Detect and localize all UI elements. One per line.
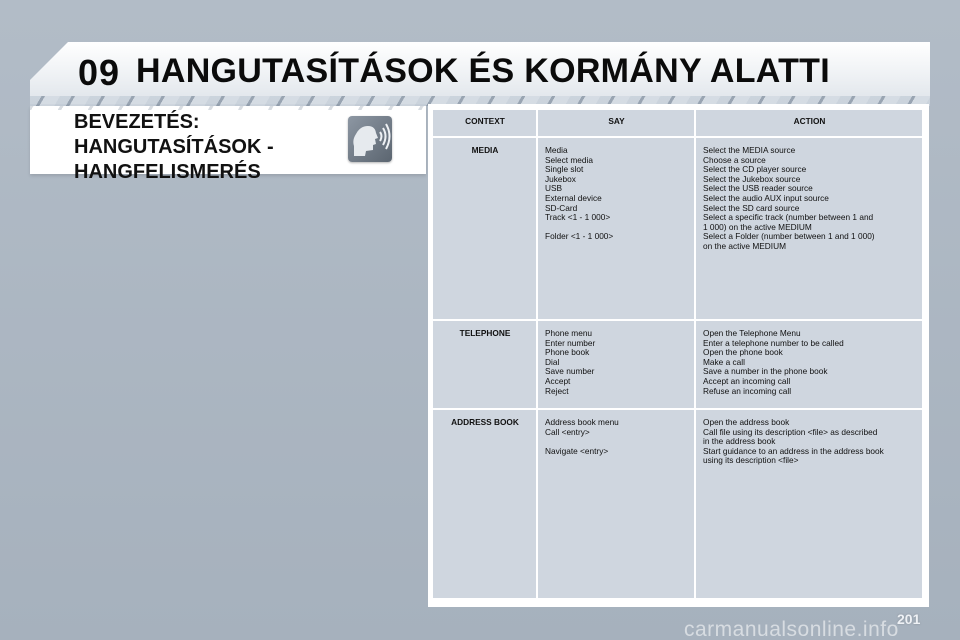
say-cell: Phone menu Enter number Phone book Dial Save number Accept Reject bbox=[538, 321, 696, 410]
watermark: carmanualsonline.info bbox=[684, 618, 899, 640]
table-header-row bbox=[433, 110, 922, 138]
context-cell: MEDIA bbox=[433, 138, 538, 321]
voice-recognition-icon bbox=[348, 116, 392, 162]
context-cell: TELEPHONE bbox=[433, 321, 538, 410]
page-number: 201 bbox=[897, 611, 921, 627]
voice-command-table bbox=[433, 110, 922, 600]
table-row bbox=[433, 321, 922, 410]
action-cell: Select the MEDIA source Choose a source Select the CD player source Select the Jukebox source Select the USB reader source Select the audio AUX input source Select the SD card source Select a specific track (number between 1 and 1 000) on the active MEDIUM Select a Folder (number between 1 and 1 000) on the active MEDIUM bbox=[696, 138, 922, 321]
action-cell: Open the address book Call file using its description <file> as described in the address book Start guidance to an address in the address book using its description <file> bbox=[696, 410, 922, 600]
context-cell: ADDRESS BOOK bbox=[433, 410, 538, 600]
table-row bbox=[433, 410, 922, 600]
say-cell: Address book menu Call <entry> Navigate <entry> bbox=[538, 410, 696, 600]
chapter-title: HANGUTASÍTÁSOK ÉS KORMÁNY ALATTI bbox=[136, 52, 830, 90]
chapter-number: 09 bbox=[78, 52, 121, 93]
intro-heading: BEVEZETÉS: HANGUTASÍTÁSOK - HANGFELISMERÉS bbox=[74, 111, 274, 183]
header-context: CONTEXT bbox=[433, 110, 538, 138]
table-row bbox=[433, 138, 922, 321]
action-cell: Open the Telephone Menu Enter a telephone number to be called Open the phone book Make a call Save a number in the phone book Accept an incoming call Refuse an incoming call bbox=[696, 321, 922, 410]
say-cell: Media Select media Single slot Jukebox USB External device SD-Card Track <1 - 1 000> Folder <1 - 1 000> bbox=[538, 138, 696, 321]
voice-recognition-icon-graphic bbox=[348, 116, 392, 162]
header-say: SAY bbox=[538, 110, 696, 138]
header-action: ACTION bbox=[696, 110, 922, 138]
